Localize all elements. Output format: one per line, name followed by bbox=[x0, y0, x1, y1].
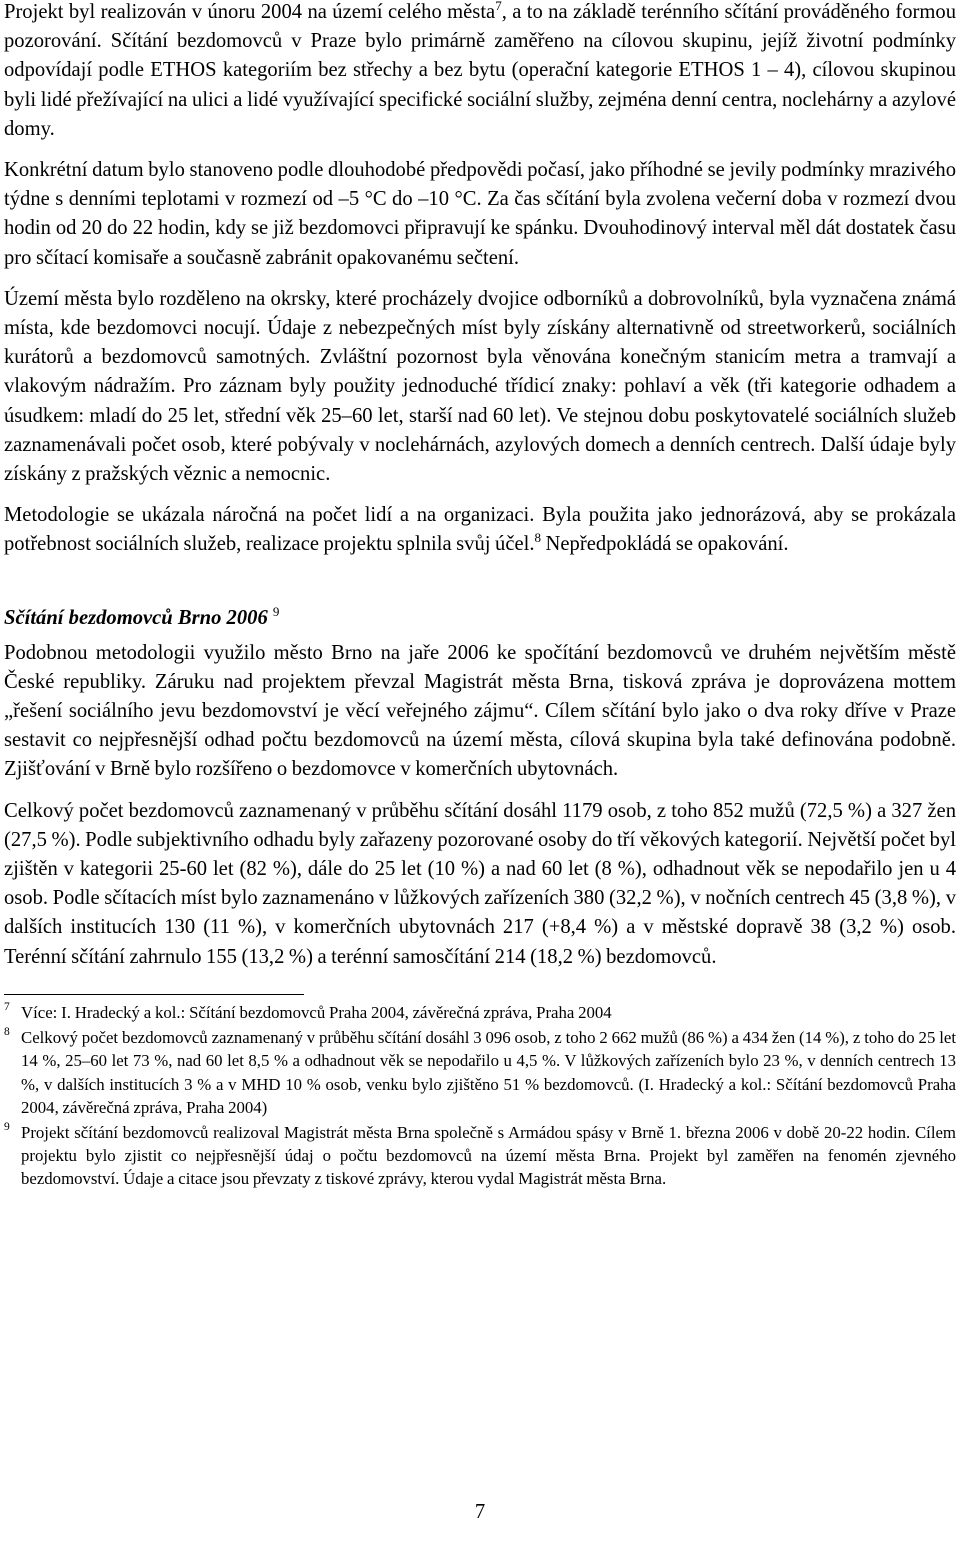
paragraph-text: Celkový počet bezdomovců zaznamenaný v průběhu sčítání dosáhl 1179 osob, z toho 852 mužů (72,5 %) a 327 žen (27,5 %). Podle subjektivního odhadu byly zařazeny pozorované osoby do tří věkových kategorií. Největší počet byl zjištěn v kategorii 25-60 let (82 %), dále do 25 let (10 %) a nad 60 let (8 %), odhadnout věk se nepodařilo jen u 4 osob. Podle sčítacích míst bylo zaznamenáno v lůžkových zařízeních 380 (32,2 %), v nočních centrech 45 (3,8 %), v dalších institucích 130 (11 %), v komerčních ubytovnách 217 (+8,4 %) a v městské dopravě 38 (3,2 %) osob. Terénní sčítání zahrnulo 155 (13,2 %) a terénní samosčítání 214 (18,2 %) bezdomovců. bbox=[4, 799, 956, 968]
footnote-7 bbox=[4, 1001, 956, 1024]
paragraph-prague-date bbox=[4, 156, 956, 273]
footnote-divider bbox=[4, 994, 304, 995]
paragraph-prague-methodology bbox=[4, 501, 956, 559]
footnote-ref-7[interactable]: 7 bbox=[495, 0, 502, 14]
paragraph-text: Projekt byl realizován v únoru 2004 na území celého města bbox=[4, 1, 496, 23]
footnote-text: Celkový počet bezdomovců zaznamenaný v průběhu sčítání dosáhl 3 096 osob, z toho 2 662 mužů (86 %) a 434 žen (14 %), z toho do 25 let 14 %, 25–60 let 73 %, nad 60 let 8,5 % a odhadnout věk se nepodařilo u 4,5 %. V lůžkových zařízeních bylo 23 %, v denních centrech 13 %, v dalších institucích 3 % a v MHD 10 % osob, venku bylo zjištěno 51 % bezdomovců. (I. Hradecký a kol.: Sčítání bezdomovců Praha 2004, závěrečná zpráva, Praha 2004) bbox=[21, 1028, 956, 1117]
document-page bbox=[4, 0, 956, 1193]
paragraph-text: Území města bylo rozděleno na okrsky, které procházely dvojice odborníků a dobrovolníků, byla vyznačena známá místa, kde bezdomovci nocují. Údaje z nebezpečných míst byly získány alternativně od streetworkerů, sociálních kurátorů a bezdomovců samotných. Zvláštní pozornost byla věnována konečným stanicím metra a tramvají a vlakovým nádražím. Pro záznam byly použity jednoduché třídicí znaky: pohlaví a věk (tři kategorie odhadem a úsudkem: mladí do 25 let, střední věk 25–60 let, starší nad 60 let). Ve stejnou dobu poskytovatelé sociálních služeb zaznamenávali počet osob, které pobývaly v noclehárnách, azylových domech a denních centrech. Další údaje byly získány z pražských věznic a nemocnic. bbox=[4, 287, 956, 486]
paragraph-text: Nepředpokládá se opakování. bbox=[541, 533, 789, 556]
paragraph-text: Podobnou metodologii využilo město Brno na jaře 2006 ke spočítání bezdomovců ve druhém největším městě České republiky. Záruku nad projektem převzal Magistrát města Brna, tisková zpráva je doprovázena mottem „řešení sociálního jevu bezdomovství je věcí veřejného zájmu“. Cílem sčítání bylo jako o dva roky dříve v Praze sestavit co nejpřesnější odhad počtu bezdomovců na území města, cílová skupina byla také definována podobně. Zjišťování v Brně bylo rozšířeno o bezdomovce v komerčních ubytovnách. bbox=[4, 641, 956, 781]
footnote-text: Projekt sčítání bezdomovců realizoval Magistrát města Brna společně s Armádou spásy v Brně 1. března 2006 v době 20-22 hodin. Cílem projektu bylo zjistit co nejpřesnější údaj o počtu bezdomovců na území města Brna. Projekt byl zaměřen na fenomén zjevného bezdomovství. Údaje a citace jsou převzaty z tiskové zprávy, kterou vydal Magistrát města Brna. bbox=[21, 1122, 956, 1189]
paragraph-text: Konkrétní datum bylo stanoveno podle dlouhodobé předpovědi počasí, jako příhodné se jevily podmínky mrazivého týdne s denními teplotami v rozmezí od –5 °C do –10 °C. Za čas sčítání byla zvolena večerní doba v rozmezí dvou hodin od 20 do 22 hodin, kdy se již bezdomovci připravují ke spánku. Dvouhodinový interval měl dát dostatek času pro sčítací komisaře a současně zabránit opakovanému sečtení. bbox=[4, 159, 956, 269]
footnote-ref-8[interactable]: 8 bbox=[534, 530, 541, 546]
paragraph-prague-intro bbox=[4, 0, 956, 144]
heading-text: Sčítání bezdomovců Brno 2006 bbox=[4, 606, 268, 629]
paragraph-brno-results bbox=[4, 797, 956, 972]
section-heading-brno bbox=[4, 604, 956, 633]
footnote-ref-9[interactable]: 9 bbox=[272, 603, 280, 619]
footnote-9 bbox=[4, 1121, 956, 1191]
paragraph-prague-districts bbox=[4, 285, 956, 489]
footnote-text: Více: I. Hradecký a kol.: Sčítání bezdomovců Praha 2004, závěrečná zpráva, Praha 2004 bbox=[21, 1002, 612, 1022]
footnote-number: 9 bbox=[4, 1120, 10, 1133]
footnote-8 bbox=[4, 1026, 956, 1119]
footnote-number: 8 bbox=[4, 1026, 10, 1039]
paragraph-text: Metodologie se ukázala náročná na počet lidí a na organizaci. Byla použita jako jednorázová, aby se prokázala potřebnost sociálních služeb, realizace projektu splnila svůj účel. bbox=[4, 504, 956, 556]
paragraph-text: , a to na základě terénního sčítání prováděného formou pozorování. Sčítání bezdomovců v Praze bylo primárně zaměřeno na cílovou skupinu, jejíž životní podmínky odpovídají podle ETHOS kategoriím bez střechy a bez bytu (operační kategorie ETHOS 1 – 4), cílovou skupinou byli lidé přežívající na ulici a lidé využívající specifické sociální služby, zejména denní centra, noclehárny a azylové domy. bbox=[4, 1, 956, 140]
footnote-number: 7 bbox=[4, 1000, 10, 1013]
page-number: 7 bbox=[474, 1501, 486, 1523]
paragraph-brno-methodology bbox=[4, 639, 956, 785]
